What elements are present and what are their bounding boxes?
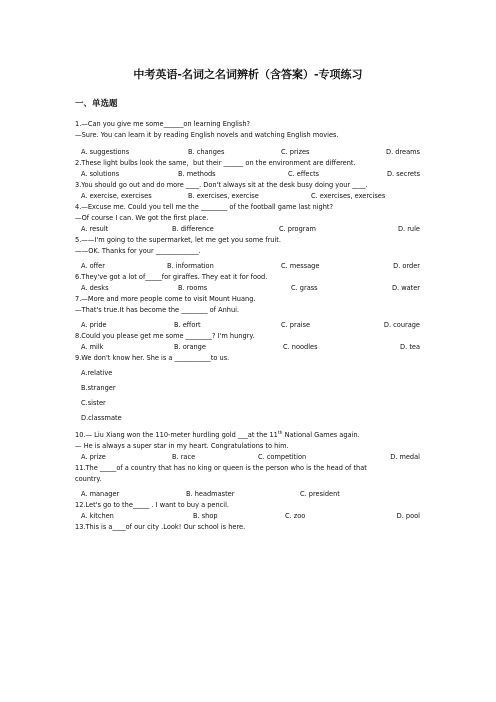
option-b[interactable]: B. changes [188,148,225,156]
question-3-text: 3.You should go out and do more ____. Don't always sit at the desk busy doing your ____. [75,181,368,189]
question-9-option-c-row [75,398,420,409]
question-12-text: 12.Let's go to the_____ . I want to buy a pencil. [75,501,230,510]
question-10-reply: — He is always a super star in my heart. Congratulations to him. [75,442,289,451]
option-d[interactable]: D. rule [397,225,420,233]
option-c[interactable]: C. president [300,490,340,499]
option-a[interactable]: A. result [81,225,109,233]
question-11-options [75,489,420,500]
question-1-options [75,147,420,158]
option-a[interactable]: A. milk [81,343,104,351]
question-1-text: 1.—Can you give me some______on learning English? [75,120,251,128]
question-10-text-part2: National Games again. [282,431,360,440]
option-c[interactable]: C. prizes [281,148,310,156]
option-d[interactable]: D. courage [383,321,420,329]
option-c[interactable]: C. zoo [285,512,306,521]
option-c[interactable]: C.sister [81,399,106,407]
question-13-text: 13.This is a____of our city .Look! Our school is here. [75,523,246,532]
option-a[interactable]: A. manager [81,490,120,499]
question-4-options [75,224,420,235]
option-d[interactable]: D. dreams [386,148,420,156]
page-title: 中考英语-名词之名词辨析（含答案）-专项练习 [133,68,363,81]
option-a[interactable]: A.relative [81,369,113,377]
question-11-text: 11.The _____of a country that has no king or queen is the person who is the head of that [75,464,367,473]
question-3-options [75,191,420,202]
option-c[interactable]: C. message [281,262,320,270]
option-a[interactable]: A. desks [81,284,109,292]
question-1-reply: —Sure. You can learn it by reading English novels and watching English movies. [75,131,339,139]
option-b[interactable]: B. exercises, exercise [188,192,259,200]
ordinal-suffix: th [277,431,283,436]
option-c[interactable]: C. praise [281,321,311,329]
question-7-text: 7.—More and more people come to visit Mount Huang. [75,295,256,303]
question-5-reply: ——OK. Thanks for your _____________. [75,247,201,255]
option-b[interactable]: B. effort [174,321,201,329]
option-a[interactable]: A. pride [81,321,107,329]
option-a[interactable]: A. exercise, exercises [81,192,152,200]
question-12-options [75,511,420,522]
option-d[interactable]: D. water [391,284,420,292]
question-10-text-part1: 10.— Liu Xiang won the 110-meter hurdling gold ___at the 11 [75,431,278,440]
question-5-text: 5.——I'm going to the supermarket, let me get you some fruit. [75,236,281,244]
option-b[interactable]: B.stranger [81,384,116,392]
option-c[interactable]: C. grass [291,284,318,292]
option-d[interactable]: D. tea [400,343,420,351]
option-a[interactable]: A. kitchen [81,512,114,521]
option-c[interactable]: C. exercises, exercises [311,192,386,200]
question-11-text-cont: country. [75,475,102,484]
option-b[interactable]: B. headmaster [186,490,235,499]
option-d[interactable]: D. secrets [386,170,420,178]
option-d[interactable]: D. order [393,262,420,270]
option-b[interactable]: B. orange [174,343,206,351]
question-10-options [75,452,420,463]
question-5-options [75,261,420,272]
question-10-text [75,428,420,441]
question-9-text: 9.We don't know her. She is a ___________to us. [75,354,230,362]
question-6-text: 6.They've got a lot of_____for giraffes. They eat it for food. [75,273,268,281]
section-heading: 一、单选题 [75,99,118,109]
option-b[interactable]: B. information [167,262,214,270]
option-a[interactable]: A. offer [81,262,105,270]
question-2-text: 2.These light bulbs look the same，but their ______ on the environment are different. [75,159,356,167]
question-9-option-d-row [75,413,420,424]
question-7-options [75,320,420,331]
option-a[interactable]: A. prize [81,453,106,462]
question-list [75,119,420,533]
option-a[interactable]: A. solutions [81,170,120,178]
option-b[interactable]: B. difference [172,225,214,233]
question-9-option-a-row [75,368,420,379]
question-7-reply: —That's true.It has become the ________ of Anhui. [75,306,240,314]
option-b[interactable]: B. shop [193,512,218,521]
option-c[interactable]: C. noodles [283,343,318,351]
option-a[interactable]: A. suggestions [81,148,130,156]
option-b[interactable]: B. race [172,453,196,462]
option-c[interactable]: C. program [279,225,316,233]
option-d[interactable]: D.classmate [81,414,122,422]
option-b[interactable]: B. methods [178,170,216,178]
option-b[interactable]: B. rooms [178,284,208,292]
option-c[interactable]: C. effects [288,170,320,178]
question-8-text: 8.Could you please get me some ________? I'm hungry. [75,332,255,340]
question-8-options [75,342,420,353]
question-9-option-b-row [75,383,420,394]
question-4-reply: —Of course I can. We got the first place. [75,214,209,222]
option-d[interactable]: D. pool [396,512,420,521]
option-c[interactable]: C. competition [258,453,307,462]
option-d[interactable]: D. medal [390,453,420,462]
question-4-text: 4.—Excuse me. Could you tell me the ________ of the football game last night? [75,203,333,211]
question-2-options [75,169,420,180]
question-6-options [75,283,420,294]
